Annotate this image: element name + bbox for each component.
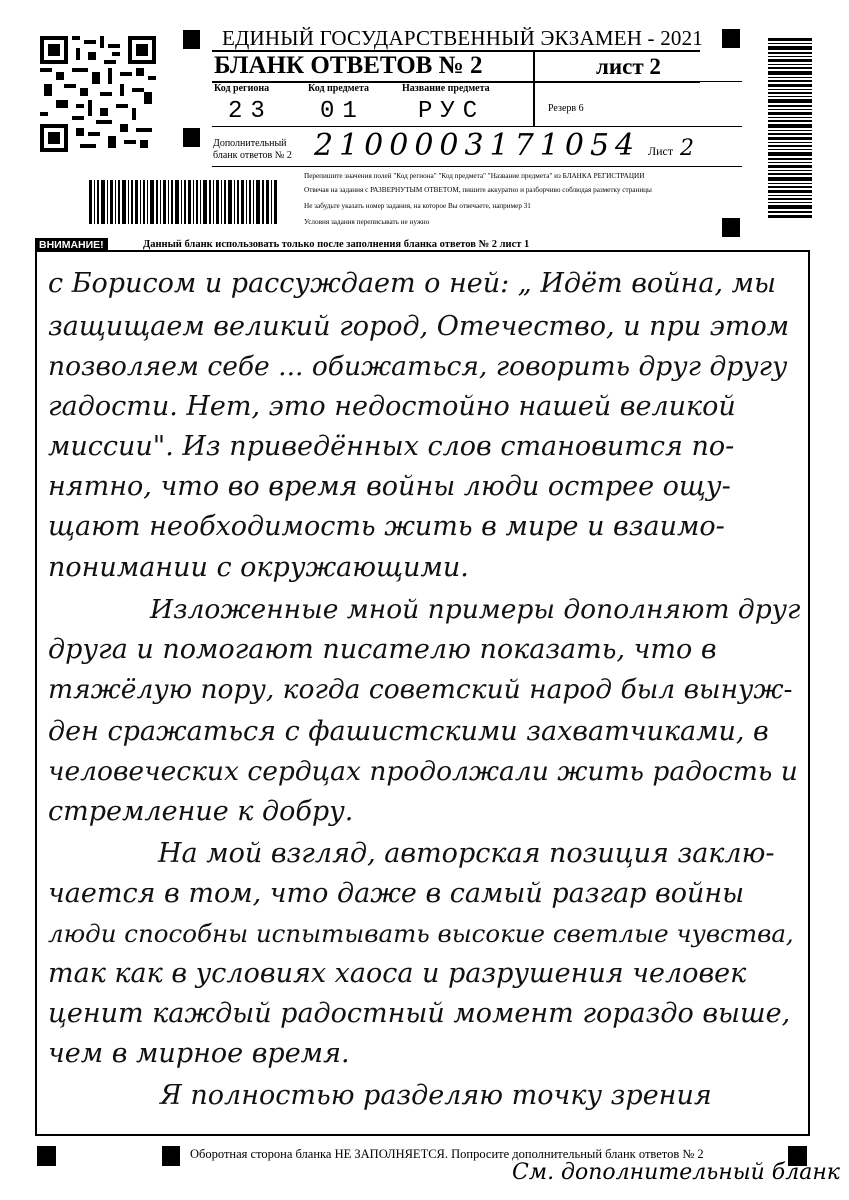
answer-line-16: чается в том, что даже в самый разгар войны	[48, 878, 745, 909]
answer-line-8: понимании с окружающими.	[48, 552, 469, 583]
subject-code-value: 01	[320, 98, 365, 125]
additional-form-number: 2100003171054	[314, 128, 641, 163]
additional-label-1: Дополнительный	[213, 138, 287, 149]
answer-line-21: Я полностью разделяю точку зрения	[160, 1080, 712, 1111]
header-rule-lower	[212, 126, 742, 127]
instruction-line-1: Перепишите значения полей "Код региона" "Код предмета" "Название предмета" из БЛАНКА РЕГИСТРАЦИИ	[304, 172, 645, 180]
reserve-label: Резерв 6	[548, 103, 584, 114]
subject-name-label: Название предмета	[402, 83, 490, 94]
header-divider	[533, 52, 535, 126]
qr-code	[40, 36, 156, 152]
answer-line-3: позволяем себе ... обижаться, говорить друг другу	[48, 351, 788, 382]
footer-text: Оборотная сторона бланка НЕ ЗАПОЛНЯЕТСЯ. Попросите дополнительный бланк ответов № 2	[190, 1147, 704, 1161]
answer-line-4: гадости. Нет, это недостойно нашей великой	[48, 391, 736, 422]
registration-mark-top-right	[722, 29, 740, 48]
answer-line-15: На мой взгляд, авторская позиция заклю-	[158, 838, 775, 869]
handwritten-footer-note: См. дополнительный бланк	[512, 1160, 840, 1185]
warning-badge: ВНИМАНИЕ!	[35, 238, 108, 252]
answer-line-1: с Борисом и рассуждает о ней: „ Идёт война, мы	[48, 268, 776, 299]
answer-line-7: щают необходимость жить в мире и взаимо-	[48, 511, 725, 542]
region-code-label: Код региона	[214, 83, 270, 94]
registration-mark-mid-left	[183, 128, 200, 147]
subject-code-label: Код предмета	[308, 83, 369, 94]
answer-line-6: нятно, что во время войны люди острее ощу-	[48, 471, 731, 502]
answer-line-9: Изложенные мной примеры дополняют друг	[150, 594, 801, 625]
form-title: БЛАНК ОТВЕТОВ № 2	[214, 52, 483, 79]
instruction-line-3: Не забудьте указать номер задания, на которое Вы отвечаете, например 31	[304, 202, 531, 210]
region-code-value: 23	[228, 98, 273, 125]
instruction-line-4: Условия задания переписывать не нужно	[304, 218, 430, 226]
sheet-short-label: Лист	[648, 144, 674, 158]
exam-title: ЕДИНЫЙ ГОСУДАРСТВЕННЫЙ ЭКЗАМЕН - 2021	[222, 26, 703, 50]
answer-line-20: чем в мирное время.	[48, 1038, 350, 1069]
answer-line-2: защищаем великий город, Отечество, и при этом	[48, 311, 790, 342]
registration-mark-top-left	[183, 30, 200, 49]
answer-line-18: так как в условиях хаоса и разрушения человек	[48, 958, 747, 989]
answer-line-17: люди способны испытывать высокие светлые чувства,	[48, 919, 794, 948]
registration-mark-bottom-2	[162, 1146, 180, 1166]
answer-line-5: миссии". Из приведённых слов становится по-	[48, 431, 735, 462]
answer-line-14: стремление к добру.	[48, 796, 354, 827]
answer-line-12: ден сражаться с фашистскими захватчиками, в	[48, 716, 769, 747]
warning-text: Данный бланк использовать только после заполнения бланка ответов № 2 лист 1	[143, 239, 530, 250]
registration-mark-bottom-1	[37, 1146, 56, 1166]
barcode-vertical	[768, 38, 812, 218]
answer-line-10: друга и помогают писателю показать, что в	[48, 634, 717, 665]
answer-line-11: тяжёлую пору, когда советский народ был вынуж-	[48, 674, 793, 705]
header-rule-mid-right	[535, 81, 742, 82]
answer-line-19: ценит каждый радостный момент гораздо выше,	[48, 998, 791, 1029]
registration-mark-mid-right	[722, 218, 740, 237]
sheet-number: 2	[680, 136, 694, 161]
instruction-line-2: Отвечая на задания с РАЗВЕРНУТЫМ ОТВЕТОМ, пишите аккуратно и разборчиво соблюдая разметку страницы	[304, 186, 652, 194]
barcode-horizontal	[89, 180, 277, 224]
subject-name-value: РУС	[418, 98, 486, 125]
header-rule-bottom	[212, 166, 742, 167]
additional-label-2: бланк ответов № 2	[213, 150, 292, 161]
answer-line-13: человеческих сердцах продолжали жить радость и	[48, 756, 798, 787]
sheet-label: лист 2	[596, 54, 661, 79]
